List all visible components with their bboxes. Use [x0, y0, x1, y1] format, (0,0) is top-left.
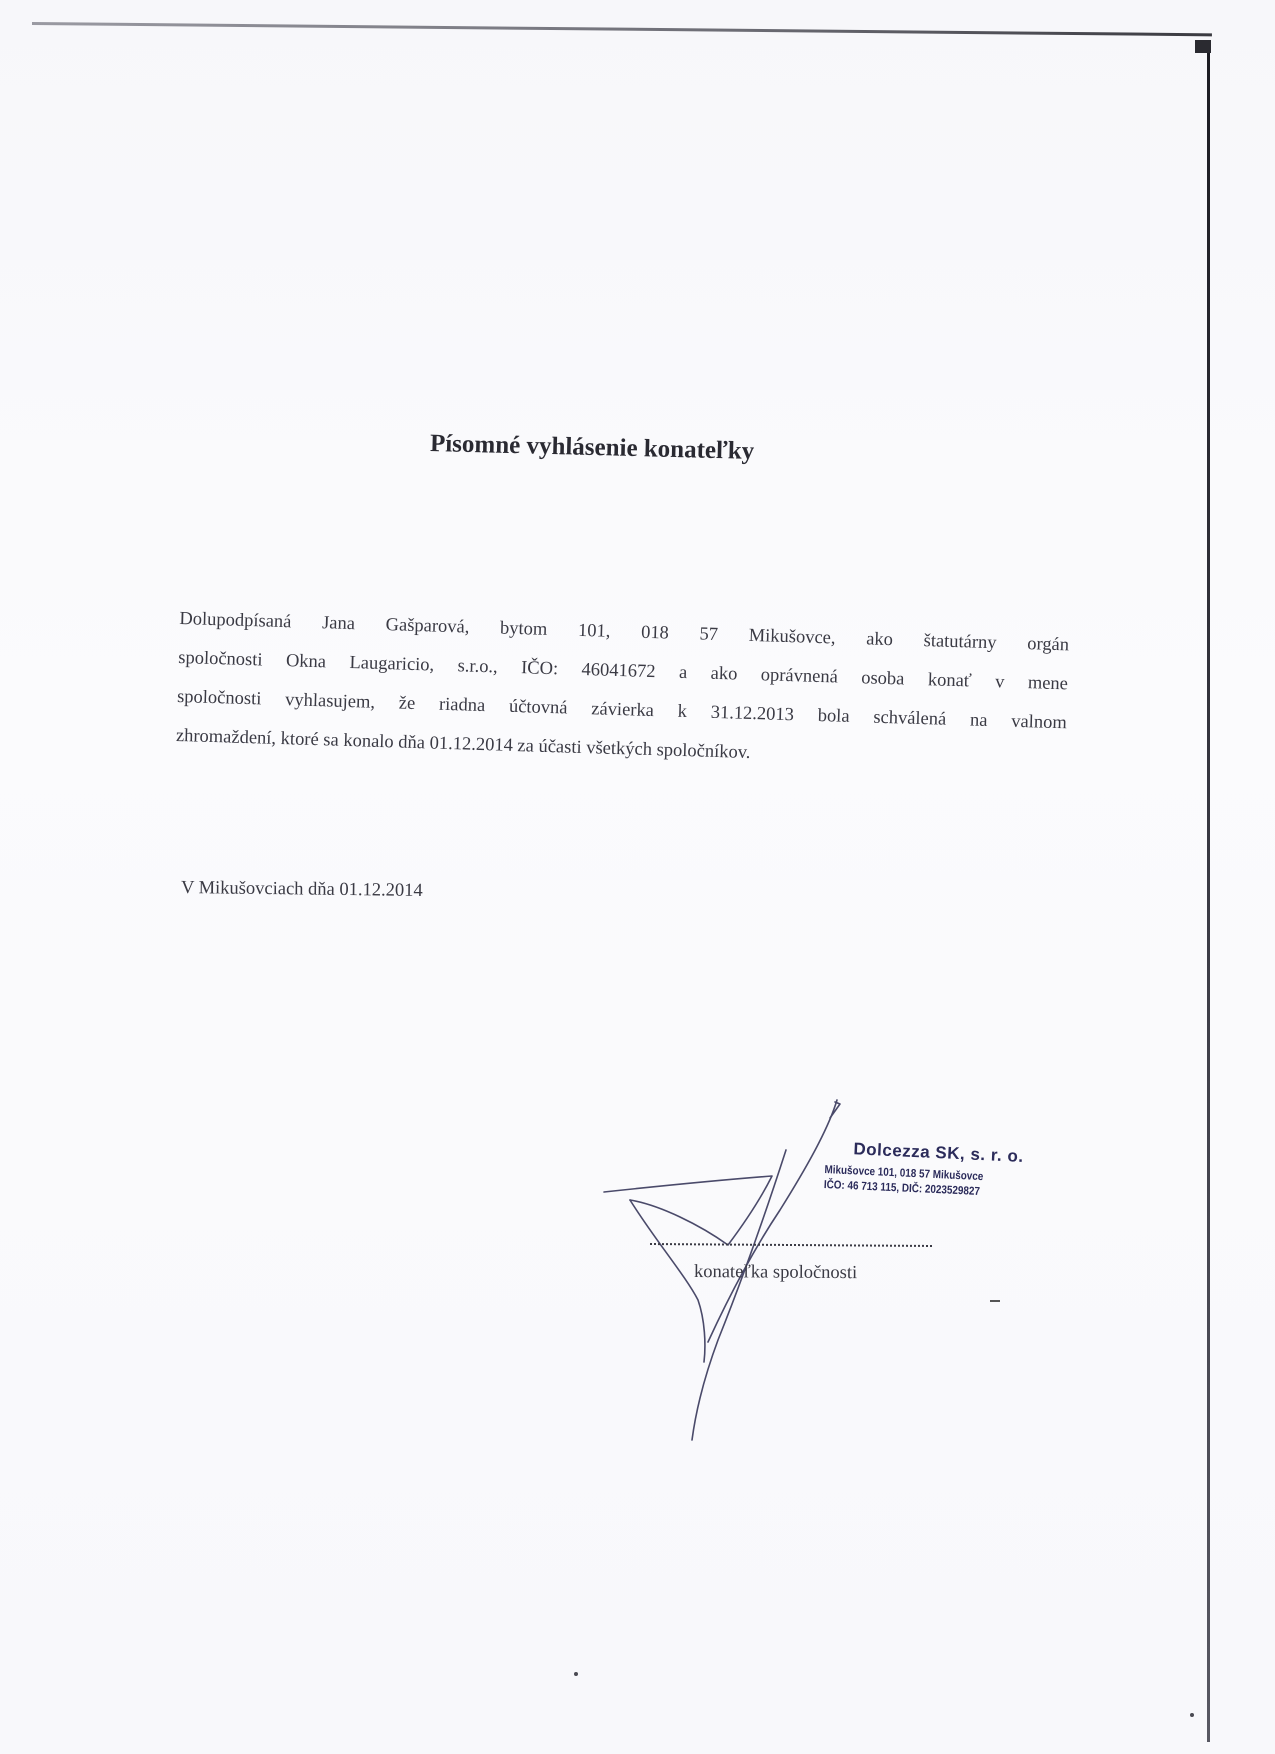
- stamp-ids: IČO: 46 713 115, DIČ: 2023529827: [823, 1178, 981, 1199]
- declaration-paragraph: [175, 600, 1069, 782]
- paragraph-line: Dolupodpísaná Jana Gašparová, bytom 101, 018 57 Mikušovce, ako štatutárny orgán: [179, 608, 1070, 656]
- stamp-address: Mikušovce 101, 018 57 Mikušovce: [824, 1163, 984, 1184]
- scan-corner-mark: [1195, 40, 1211, 53]
- signature-caption: konateľka spoločnosti: [693, 1262, 858, 1284]
- place-and-date: V Mikušovciach dňa 01.12.2014: [180, 878, 423, 901]
- page-right-edge: [1207, 42, 1210, 1742]
- scan-speck: [574, 1672, 578, 1676]
- paragraph-line: zhromaždení, ktoré sa konalo dňa 01.12.2014 za účasti všetkých spoločníkov.: [175, 725, 751, 763]
- document-title: Písomné vyhlásenie konateľky: [429, 430, 755, 465]
- paragraph-line: spoločnosti Okna Laugaricio, s.r.o., IČO: 46041672 a ako oprávnená osoba konať v mene: [177, 647, 1069, 695]
- scan-speck: [1190, 1713, 1194, 1717]
- signature-icon: [600, 1000, 1000, 1460]
- stamp-company-name: Dolcezza SK, s. r. o.: [853, 1139, 1024, 1166]
- paragraph-line: spoločnosti vyhlasujem, že riadna účtovná závierka k 31.12.2013 bola schválená na valnom: [176, 686, 1068, 734]
- page-top-edge: [32, 22, 1212, 36]
- pen-dash-mark: [990, 1300, 1000, 1302]
